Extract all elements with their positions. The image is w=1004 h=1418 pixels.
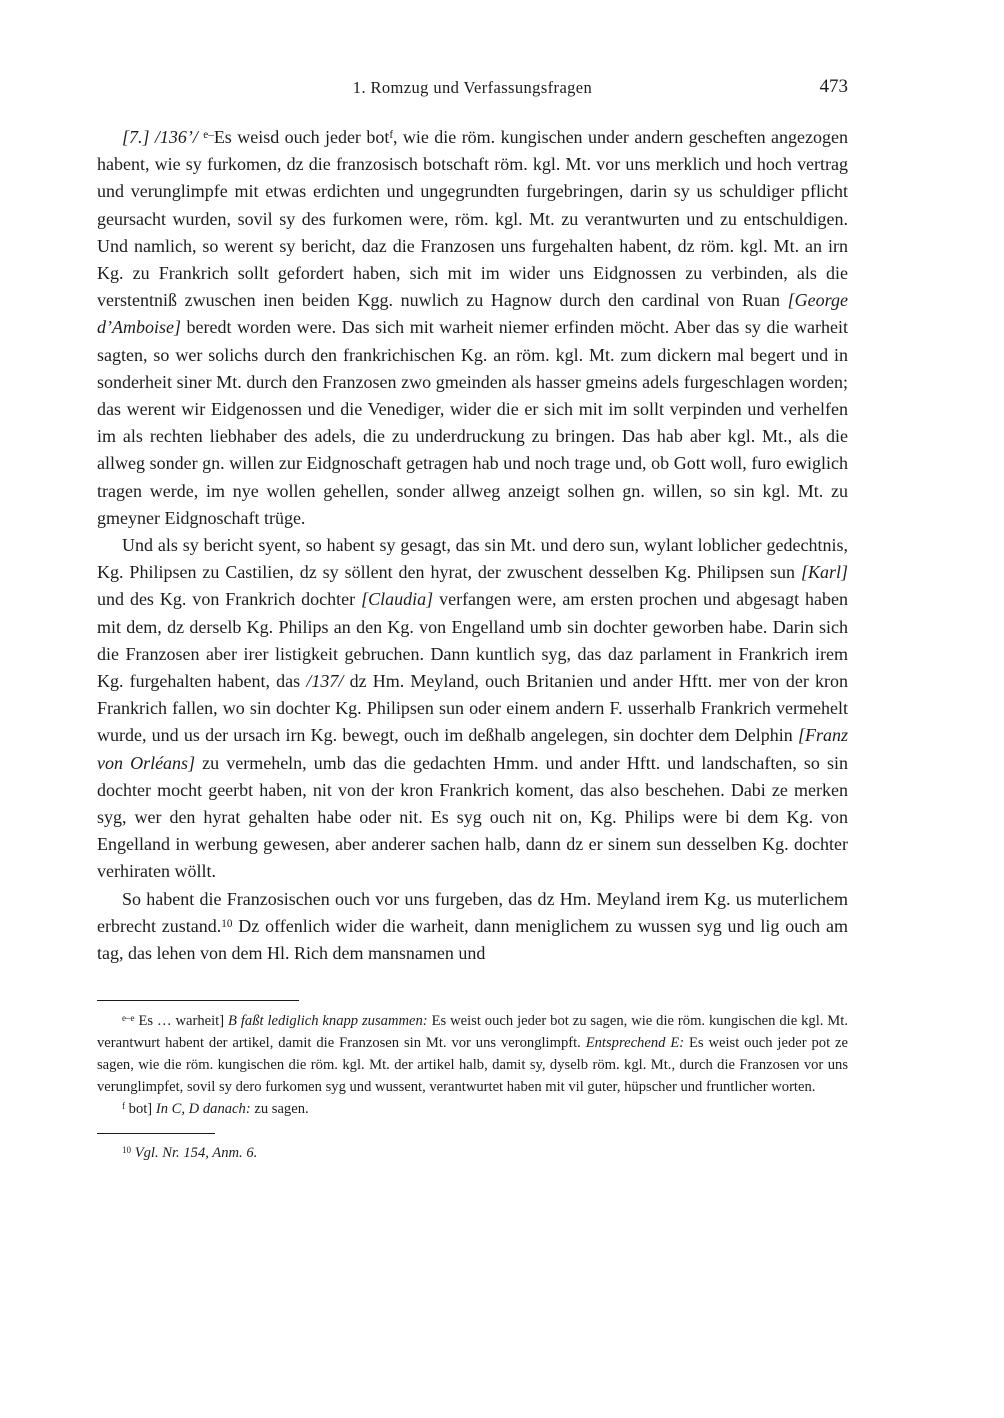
endnote (97, 1142, 848, 1164)
italic-run: Vgl. Nr. 154, Anm. 6. (134, 1145, 258, 1162)
apparatus-note (97, 1098, 848, 1120)
text-run: Und als sy bericht syent, so habent sy gesagt, das sin Mt. und dero sun, wylant loblicher gedechtnis, Kg. Philipsen zu Castilien, dz sy söllent den hyrat, der zwuschent desselben Kg. Philipsen sun (97, 535, 848, 583)
text-run: Dz offenlich wider die warheit, dann meniglichem zu wussen syg und lig ouch am tag, das lehen von dem Hl. Rich dem mansnamen und (97, 915, 849, 964)
italic-run: [Franz von Orléans] (97, 725, 848, 773)
note-marker: e–e (122, 1013, 135, 1024)
note-marker: e– (203, 128, 214, 141)
italic-run: In C, D danach: (155, 1101, 251, 1118)
running-head (97, 78, 848, 102)
italic-run: [Karl] (800, 562, 848, 583)
body-text (97, 124, 848, 967)
italic-run: /137/ (306, 671, 344, 692)
body-paragraph (97, 886, 848, 968)
text-run: dz Hm. Meyland, ouch Britanien und ander Hftt. mer von der kron Frankrich fallen, wo sin dochter Kg. Philipsen sun oder einem andern F. usserhalb Frankrich vermehelt wurde, und us der ursach irn Kg. bewegt, ouch im deßhalb angelegen, sin dochter dem Delphin (97, 671, 848, 746)
text-run: zu vermeheln, umb das die gedachten Hmm. und ander Hftt. und landschaften, so sin dochter mocht geerbt haben, nit von der kron Frankrich koment, das also beschehen. Dabi ze merken syg, wer den hyrat gehalten habe oder nit. Es syg ouch nit on, Kg. Philips were bi dem Kg. von Engelland in werbung gewesen, aber anderer sachen halb, dann dz er sinem sun desselben Kg. dochter verhiraten wöllt. (97, 752, 848, 882)
running-title: 1. Romzug und Verfassungsfragen (352, 78, 593, 97)
endnotes (97, 1142, 848, 1164)
note-marker: 10 (221, 917, 233, 930)
italic-run: [George d’Amboise] (97, 290, 848, 338)
text-run: So habent die Franzosischen ouch vor uns furgeben, das dz Hm. Meyland irem Kg. us muterlichem erbrecht zustand. (97, 888, 848, 936)
italic-run: [Claudia] (361, 589, 434, 610)
note-marker: f (122, 1101, 126, 1112)
text-run: Es weist ouch jeder bot zu sagen, wie die röm. kungischen die kgl. Mt. verantwurt habent der artikel, damit die Franzosen sin Mt. vor uns veronglimpft. (97, 1013, 848, 1052)
text-run: , wie die röm. kungischen under andern gescheften angezogen habent, wie sy furkomen, dz die franzosisch botschaft röm. kgl. Mt. vor uns merklich und hoch vertrag und verunglimpfe mit etwas erdichten und ungegrundten furgebringen, darin sy us schuldiger pflicht geursacht wurden, sovil sy des furkomen were, röm. kgl. Mt. zu verantwurten und zu entschuldigen. Und namlich, so werent sy bericht, daz die Franzosen uns furgehalten habent, dz röm. kgl. Mt. an irn Kg. zu Frankrich sollt gefordert haben, sich mit im wider uns Eidgnossen zu verbinden, als die verstentniß zwuschen inen beiden Kgg. nuwlich zu Hagnow durch den cardinal von Ruan (97, 127, 848, 311)
apparatus-note (97, 1010, 848, 1098)
apparatus-separator-rule (97, 1000, 299, 1001)
page-number: 473 (819, 76, 848, 97)
apparatus-notes (97, 1010, 848, 1120)
text-run: verfangen were, am ersten prochen und abgesagt haben mit dem, dz derselb Kg. Philips an den Kg. von Engelland umb sin dochter geworben habe. Darin sich die Franzosen aber irer listigkeit gebruchen. Dann kuntlich syg, das daz parlament in Frankrich irem Kg. furgehalten habent, das (97, 589, 848, 692)
text-run: bot] (125, 1101, 156, 1118)
italic-run: Entsprechend E: (585, 1035, 685, 1052)
body-paragraph (97, 124, 848, 532)
text-run: Es weisd ouch jeder bot (213, 127, 390, 147)
text-run: und des Kg. von Frankrich dochter (97, 589, 362, 610)
text-run: zu sagen. (250, 1101, 309, 1118)
italic-run: [7.] /136’/ (122, 127, 204, 147)
italic-run: B faßt lediglich knapp zusammen: (228, 1013, 428, 1030)
note-marker: 10 (122, 1145, 132, 1156)
text-run: Es weist ouch jeder pot ze sagen, wie die röm. kungischen die röm. kgl. Mt. der artikel halb, damit sy, dyselb röm. kgl. Mt., durch die Franzosen vor uns verunglimpfet, sovil sy dero furkomen syg und wussent, verantwurtet haben mit vil guter, hüpscher und fruntlicher worten. (97, 1035, 848, 1096)
text-run: beredt worden were. Das sich mit warheit niemer erfinden möcht. Aber das sy die warheit sagten, so wer solichs durch den frankrichischen Kg. an röm. kgl. Mt. zum dickern mal begert und in sonderheit siner Mt. durch den Franzosen zwo gmeinden als hasser gmeins adels furgeschlagen worden; das werent wir Eidgenossen und die Venediger, wider die er sich mit im sollt verpinden und verhelfen im als rechten liebhaber des adels, die zu underdruckung zu bringen. Das hab aber kgl. Mt., als die allweg sonder gn. willen zur Eidgnoschaft getragen hab und noch trage und, ob Gott woll, furo ewiglich tragen werde, im nye wollen gehellen, sonder allweg anzeigt solhen gn. willen, so sin kgl. Mt. zu gmeyner Eidgnoschaft trüge. (97, 317, 848, 528)
note-marker: f (389, 128, 394, 141)
text-run: Es … warheit] (134, 1013, 229, 1030)
footnote-separator-rule (97, 1133, 215, 1134)
body-paragraph (97, 532, 848, 886)
